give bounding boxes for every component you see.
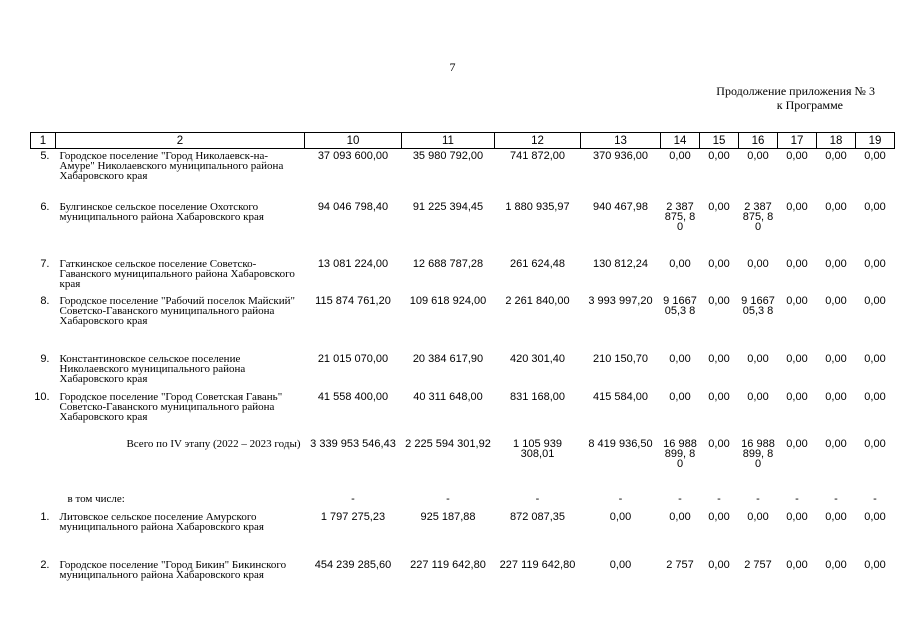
continuation-note bbox=[690, 84, 875, 112]
cell-15: 0,00 bbox=[708, 510, 730, 523]
cell-16: 0,00 bbox=[747, 352, 769, 365]
cell-12: 1 105 939 308,01 bbox=[513, 437, 562, 460]
cell-16: 16 988 899, 80 bbox=[741, 437, 775, 470]
cell-15: 0,00 bbox=[708, 200, 730, 213]
cell-11: 925 187,88 bbox=[420, 510, 476, 523]
cell-13: 8 419 936,50 bbox=[588, 437, 653, 450]
cell-16: 0,00 bbox=[747, 257, 769, 270]
cell-11: 2 225 594 301,92 bbox=[405, 437, 491, 450]
cell-15: 0,00 bbox=[708, 390, 730, 403]
cell-10: 3 339 953 546,43 bbox=[310, 437, 396, 450]
continuation-line-2: к Программе bbox=[776, 98, 843, 112]
header-cell: 14 bbox=[661, 133, 700, 149]
table-row bbox=[31, 558, 895, 596]
settlement-name: Литовское сельское поселение Амурского муниципального района Хабаровского края bbox=[59, 510, 264, 533]
cell-11: 20 384 617,90 bbox=[412, 352, 484, 365]
cell-19: 0,00 bbox=[864, 510, 886, 523]
cell-17: 0,00 bbox=[786, 150, 808, 162]
cell-11: 109 618 924,00 bbox=[409, 294, 487, 307]
cell-10: 37 093 600,00 bbox=[317, 150, 389, 162]
row-number: 2. bbox=[40, 558, 50, 571]
cell-12: 420 301,40 bbox=[509, 352, 566, 365]
settlement-name: Городское поселение "Город Советская Гавань" Советско-Гаванского муниципального района Хабаровского края bbox=[59, 390, 283, 423]
total-row bbox=[31, 437, 895, 492]
cell-14: 0,00 bbox=[669, 390, 691, 403]
cell-17: 0,00 bbox=[786, 257, 808, 270]
cell-15: 0,00 bbox=[708, 352, 730, 365]
cell-13: 3 993 997,20 bbox=[588, 294, 653, 307]
header-cell: 10 bbox=[305, 133, 402, 149]
cell-10: 1 797 275,23 bbox=[320, 510, 386, 523]
table-row bbox=[31, 294, 895, 352]
table-row bbox=[31, 352, 895, 390]
cell-14: 0,00 bbox=[669, 150, 691, 162]
cell-11: - bbox=[446, 492, 450, 505]
header-cell: 2 bbox=[56, 133, 305, 149]
cell-14: 2 387 875, 80 bbox=[664, 200, 696, 233]
cell-19: 0,00 bbox=[864, 200, 886, 213]
cell-15: 0,00 bbox=[708, 437, 730, 450]
cell-17: 0,00 bbox=[786, 510, 808, 523]
row-number: 1. bbox=[40, 510, 50, 523]
row-number: 6. bbox=[40, 200, 50, 213]
cell-12: 872 087,35 bbox=[509, 510, 566, 523]
cell-19: 0,00 bbox=[864, 390, 886, 403]
total-label: Всего по IV этапу (2022 – 2023 годы) bbox=[126, 437, 301, 450]
cell-10: 94 046 798,40 bbox=[317, 200, 389, 213]
cell-19: 0,00 bbox=[864, 294, 886, 307]
cell-12: 831 168,00 bbox=[509, 390, 566, 403]
settlement-name: Городское поселение "Город Николаевск-на-Амуре" Николаевского муниципального района Хабаровского края bbox=[59, 150, 284, 182]
cell-19: 0,00 bbox=[864, 558, 886, 571]
including-label: в том числе: bbox=[67, 492, 125, 505]
cell-13: 0,00 bbox=[609, 510, 632, 523]
cell-12: 261 624,48 bbox=[509, 257, 566, 270]
cell-16: 0,00 bbox=[747, 390, 769, 403]
cell-13: 940 467,98 bbox=[592, 200, 649, 213]
header-cell: 16 bbox=[739, 133, 778, 149]
cell-15: 0,00 bbox=[708, 294, 730, 307]
cell-18: 0,00 bbox=[825, 150, 847, 162]
cell-15: 0,00 bbox=[708, 257, 730, 270]
cell-10: 41 558 400,00 bbox=[317, 390, 389, 403]
row-number: 5. bbox=[40, 150, 50, 162]
table-row bbox=[31, 390, 895, 437]
cell-10: 115 874 761,20 bbox=[315, 294, 391, 307]
cell-18: - bbox=[834, 492, 838, 505]
header-cell: 12 bbox=[495, 133, 581, 149]
cell-14: 0,00 bbox=[669, 352, 691, 365]
cell-14: 16 988 899, 80 bbox=[663, 437, 697, 470]
cell-19: 0,00 bbox=[864, 437, 886, 450]
cell-18: 0,00 bbox=[825, 200, 847, 213]
cell-13: - bbox=[618, 492, 623, 505]
cell-12: 227 119 642,80 bbox=[499, 558, 576, 571]
cell-10: 13 081 224,00 bbox=[317, 257, 389, 270]
including-row bbox=[31, 492, 895, 510]
table-row bbox=[31, 200, 895, 257]
cell-18: 0,00 bbox=[825, 390, 847, 403]
cell-17: 0,00 bbox=[786, 294, 808, 307]
cell-14: 0,00 bbox=[669, 510, 691, 523]
cell-12: - bbox=[535, 492, 540, 505]
cell-17: 0,00 bbox=[786, 200, 808, 213]
cell-10: - bbox=[351, 492, 355, 505]
cell-18: 0,00 bbox=[825, 257, 847, 270]
cell-14: 9 1667 05,3 8 bbox=[663, 294, 697, 317]
header-cell: 15 bbox=[700, 133, 739, 149]
cell-14: - bbox=[678, 492, 682, 505]
cell-19: - bbox=[873, 492, 877, 505]
row-number: 10. bbox=[34, 390, 50, 403]
cell-11: 12 688 787,28 bbox=[412, 257, 484, 270]
header-row bbox=[31, 133, 895, 149]
cell-18: 0,00 bbox=[825, 352, 847, 365]
cell-11: 40 311 648,00 bbox=[413, 390, 483, 403]
settlement-name: Гаткинское сельское поселение Советско-Гаванского муниципального района Хабаровского края bbox=[59, 257, 295, 290]
cell-19: 0,00 bbox=[864, 257, 886, 270]
cell-10: 454 239 285,60 bbox=[314, 558, 392, 571]
cell-15: - bbox=[717, 492, 721, 505]
cell-16: 2 757 bbox=[744, 558, 772, 571]
cell-18: 0,00 bbox=[825, 437, 847, 450]
table-row bbox=[31, 149, 895, 200]
cell-13: 130 812,24 bbox=[592, 257, 649, 270]
cell-18: 0,00 bbox=[825, 558, 847, 571]
cell-17: - bbox=[795, 492, 799, 505]
header-cell: 1 bbox=[31, 133, 56, 149]
cell-12: 741 872,00 bbox=[509, 150, 566, 162]
cell-13: 210 150,70 bbox=[592, 352, 649, 365]
header-cell: 18 bbox=[817, 133, 856, 149]
table-row bbox=[31, 257, 895, 294]
settlement-name: Городское поселение "Город Бикин" Бикинского муниципального района Хабаровского края bbox=[59, 558, 287, 581]
row-number: 9. bbox=[40, 352, 50, 365]
cell-13: 415 584,00 bbox=[592, 390, 649, 403]
cell-12: 1 880 935,97 bbox=[505, 200, 570, 213]
cell-17: 0,00 bbox=[786, 352, 808, 365]
cell-11: 91 225 394,45 bbox=[412, 200, 484, 213]
table-row bbox=[31, 510, 895, 558]
cell-16: 2 387 875, 80 bbox=[742, 200, 774, 233]
cell-16: - bbox=[756, 492, 760, 505]
program-table bbox=[30, 132, 895, 596]
continuation-line-1: Продолжение приложения № 3 bbox=[716, 84, 875, 98]
header-cell: 13 bbox=[581, 133, 661, 149]
cell-11: 227 119 642,80 bbox=[410, 558, 486, 571]
page-number: 7 bbox=[449, 60, 456, 74]
row-number: 7. bbox=[40, 257, 50, 270]
settlement-name: Городское поселение "Рабочий поселок Майский" Советско-Гаванского муниципального района Хабаровского края bbox=[59, 294, 295, 327]
row-number: 8. bbox=[40, 294, 50, 307]
cell-10: 21 015 070,00 bbox=[317, 352, 389, 365]
cell-15: 0,00 bbox=[708, 558, 730, 571]
cell-16: 0,00 bbox=[747, 150, 769, 162]
cell-18: 0,00 bbox=[825, 510, 847, 523]
settlement-name: Булгинское сельское поселение Охотского муниципального района Хабаровского края bbox=[59, 200, 264, 223]
cell-18: 0,00 bbox=[825, 294, 847, 307]
cell-17: 0,00 bbox=[786, 437, 808, 450]
cell-15: 0,00 bbox=[708, 150, 730, 162]
settlement-name: Константиновское сельское поселение Николаевского муниципального района Хабаровского края bbox=[59, 352, 246, 385]
cell-13: 370 936,00 bbox=[592, 150, 649, 162]
cell-14: 0,00 bbox=[669, 257, 691, 270]
cell-19: 0,00 bbox=[864, 352, 886, 365]
cell-14: 2 757 bbox=[666, 558, 694, 571]
cell-13: 0,00 bbox=[609, 558, 632, 571]
cell-17: 0,00 bbox=[786, 390, 808, 403]
cell-19: 0,00 bbox=[864, 150, 886, 162]
cell-17: 0,00 bbox=[786, 558, 808, 571]
header-cell: 19 bbox=[856, 133, 895, 149]
cell-16: 0,00 bbox=[747, 510, 769, 523]
cell-11: 35 980 792,00 bbox=[412, 150, 484, 162]
header-cell: 17 bbox=[778, 133, 817, 149]
header-cell: 11 bbox=[402, 133, 495, 149]
cell-12: 2 261 840,00 bbox=[505, 294, 570, 307]
cell-16: 9 1667 05,3 8 bbox=[741, 294, 775, 317]
